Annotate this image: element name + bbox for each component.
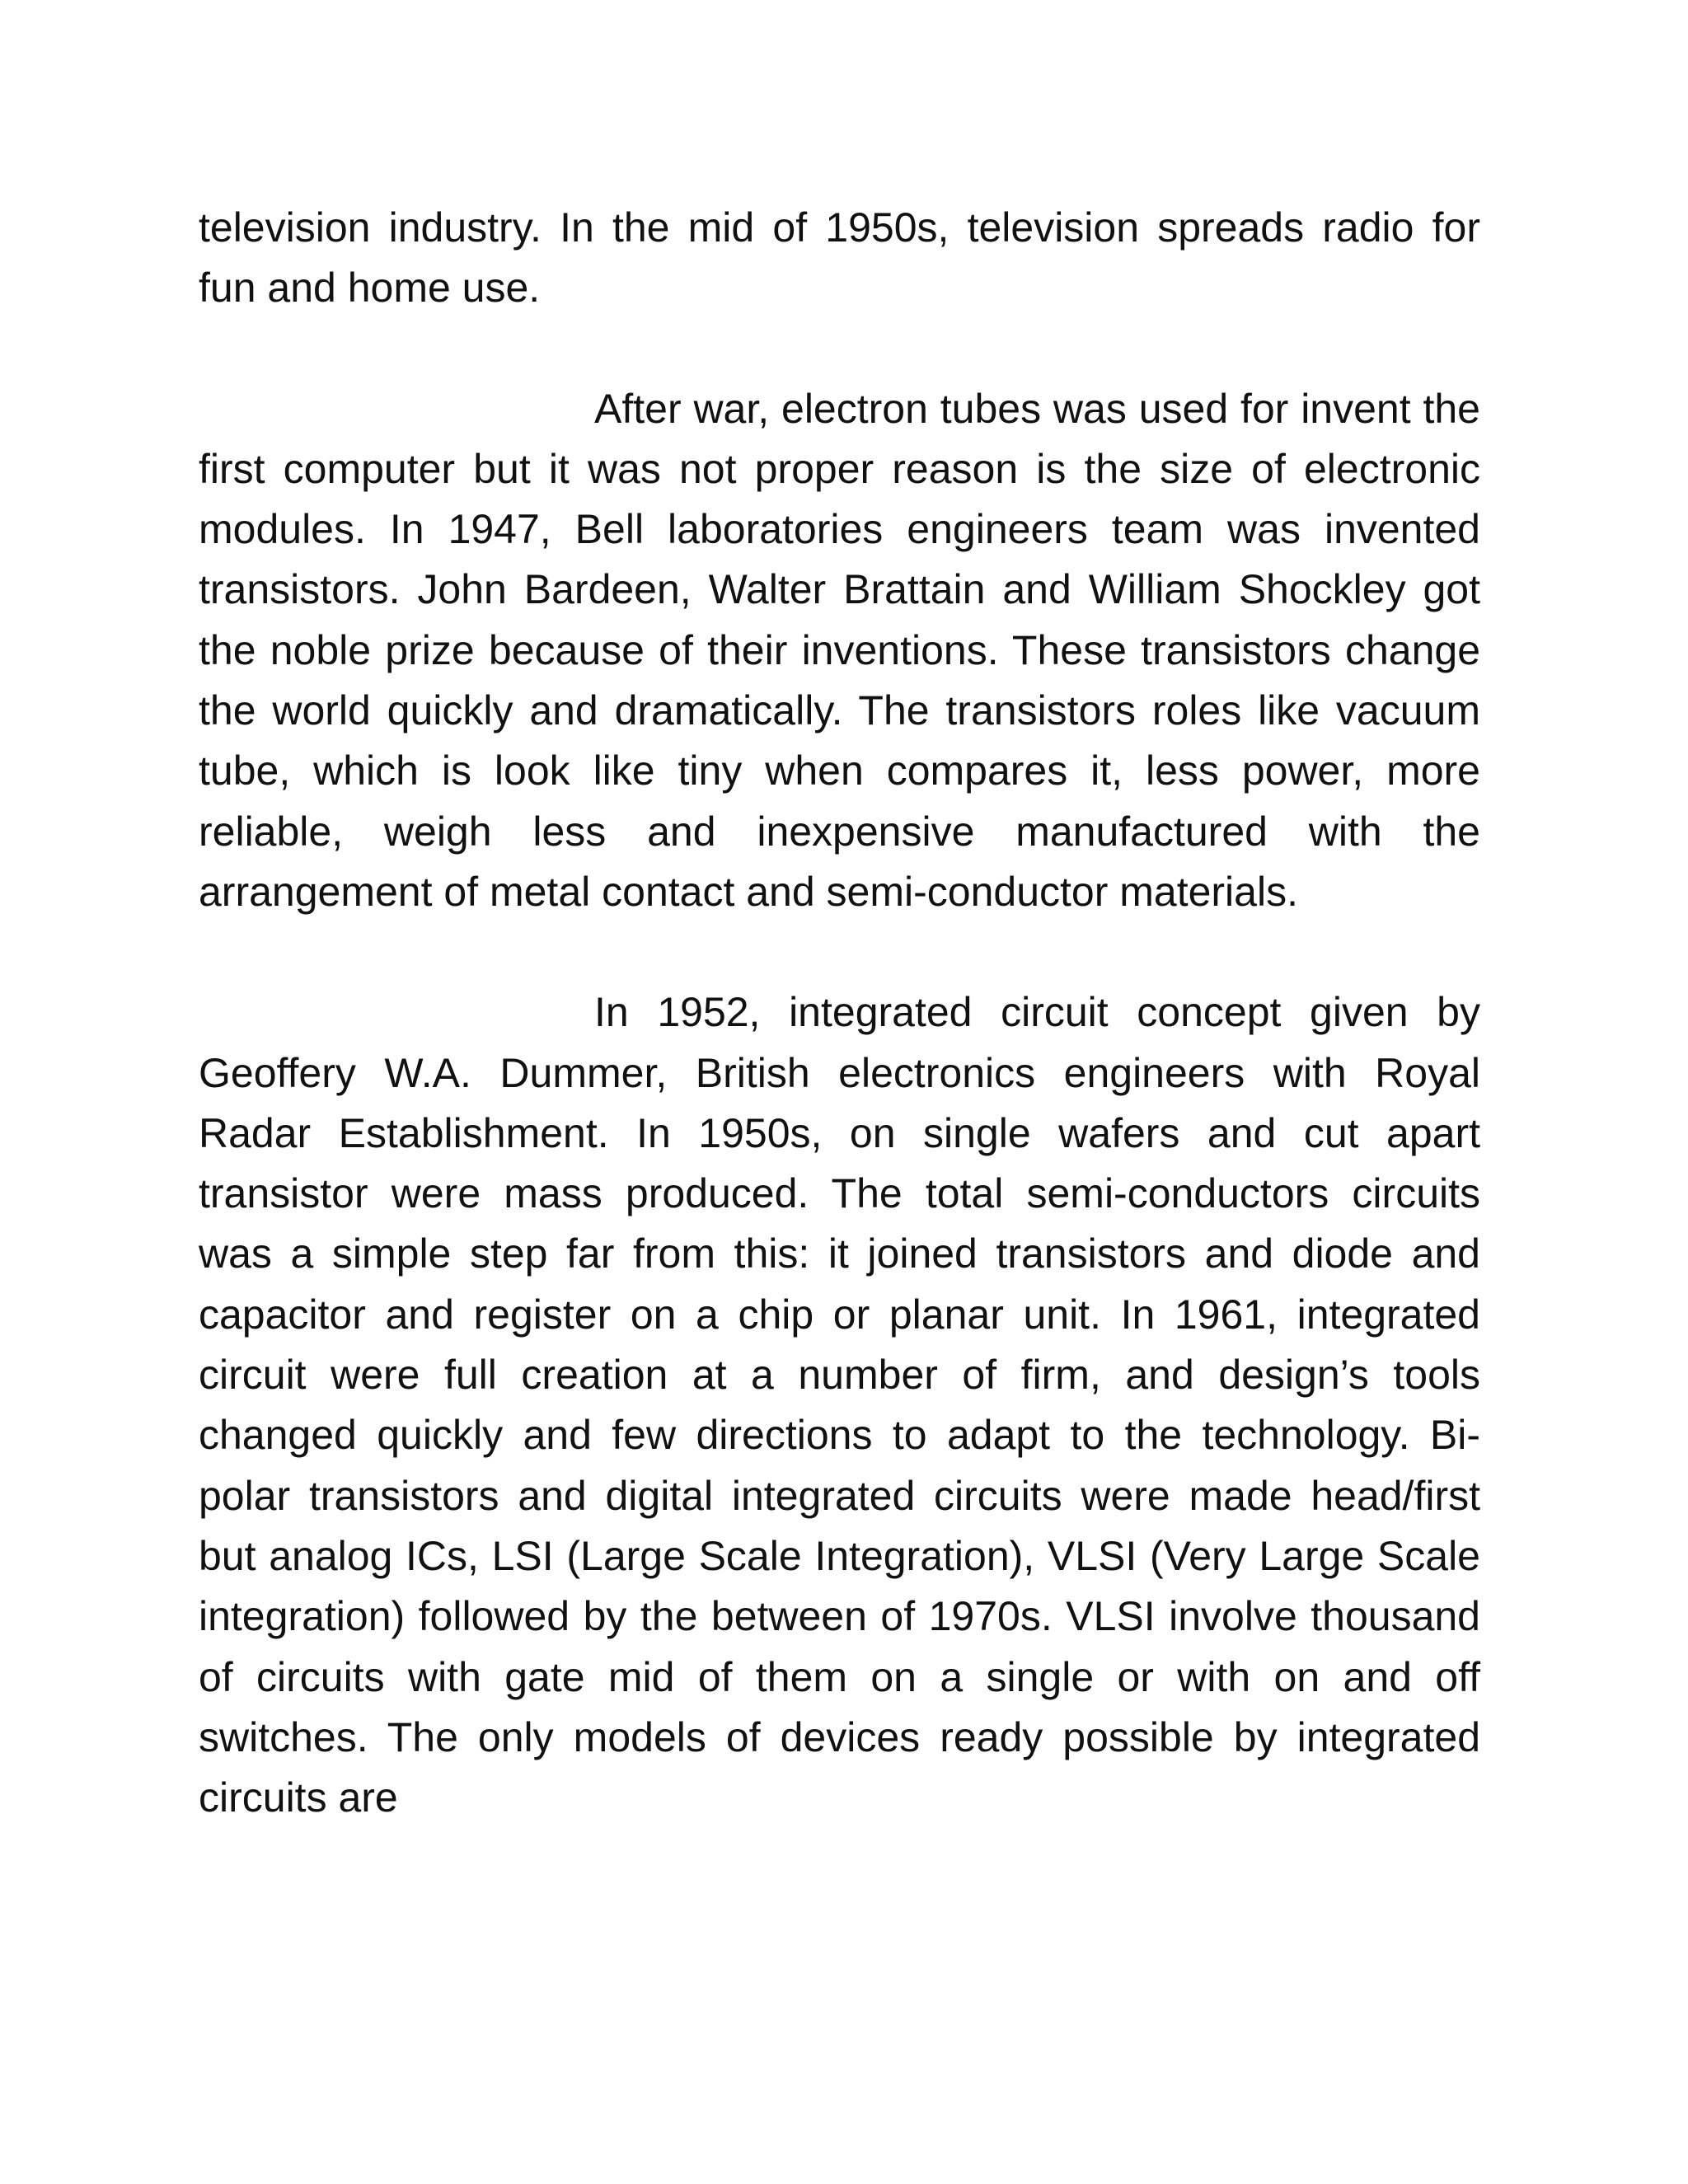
paragraph-transistors: After war, electron tubes was used for invent the first computer but it was not proper reason is the size of electronic modules. In 1947, Bell laboratories engineers team was invented transistors. John Bardeen, Walter Brattain and William Shockley got the noble prize because of their inventions. These transistors change the world quickly and dramatically. The transistors roles like vacuum tube, which is look like tiny when compares it, less power, more reliable, weigh less and inexpensive manufactured with the arrangement of metal contact and semi-conductor materials. bbox=[199, 385, 1480, 915]
paragraph-television: television industry. In the mid of 1950s, television spreads radio for fun and home use. bbox=[199, 204, 1480, 312]
paragraph-integrated-circuits: In 1952, integrated circuit concept given by Geoffery W.A. Dummer, British electronics engineers with Royal Radar Establishment. In 1950s, on single wafers and cut apart transistor were mass produced. The total semi-conductors circuits was a simple step far from this: it joined transistors and diode and capacitor and register on a chip or planar unit. In 1961, integrated circuit were full creation at a number of firm, and design’s tools changed quickly and few directions to adapt to the technology. Bi-polar transistors and digital integrated circuits were made head/first but analog ICs, LSI (Large Scale Integration), VLSI (Very Large Scale integration) followed by the between of 1970s. VLSI involve thousand of circuits with gate mid of them on a single or with on and off switches. The only models of devices ready possible by integrated circuits are bbox=[199, 989, 1480, 1821]
body-text bbox=[199, 198, 1480, 1828]
